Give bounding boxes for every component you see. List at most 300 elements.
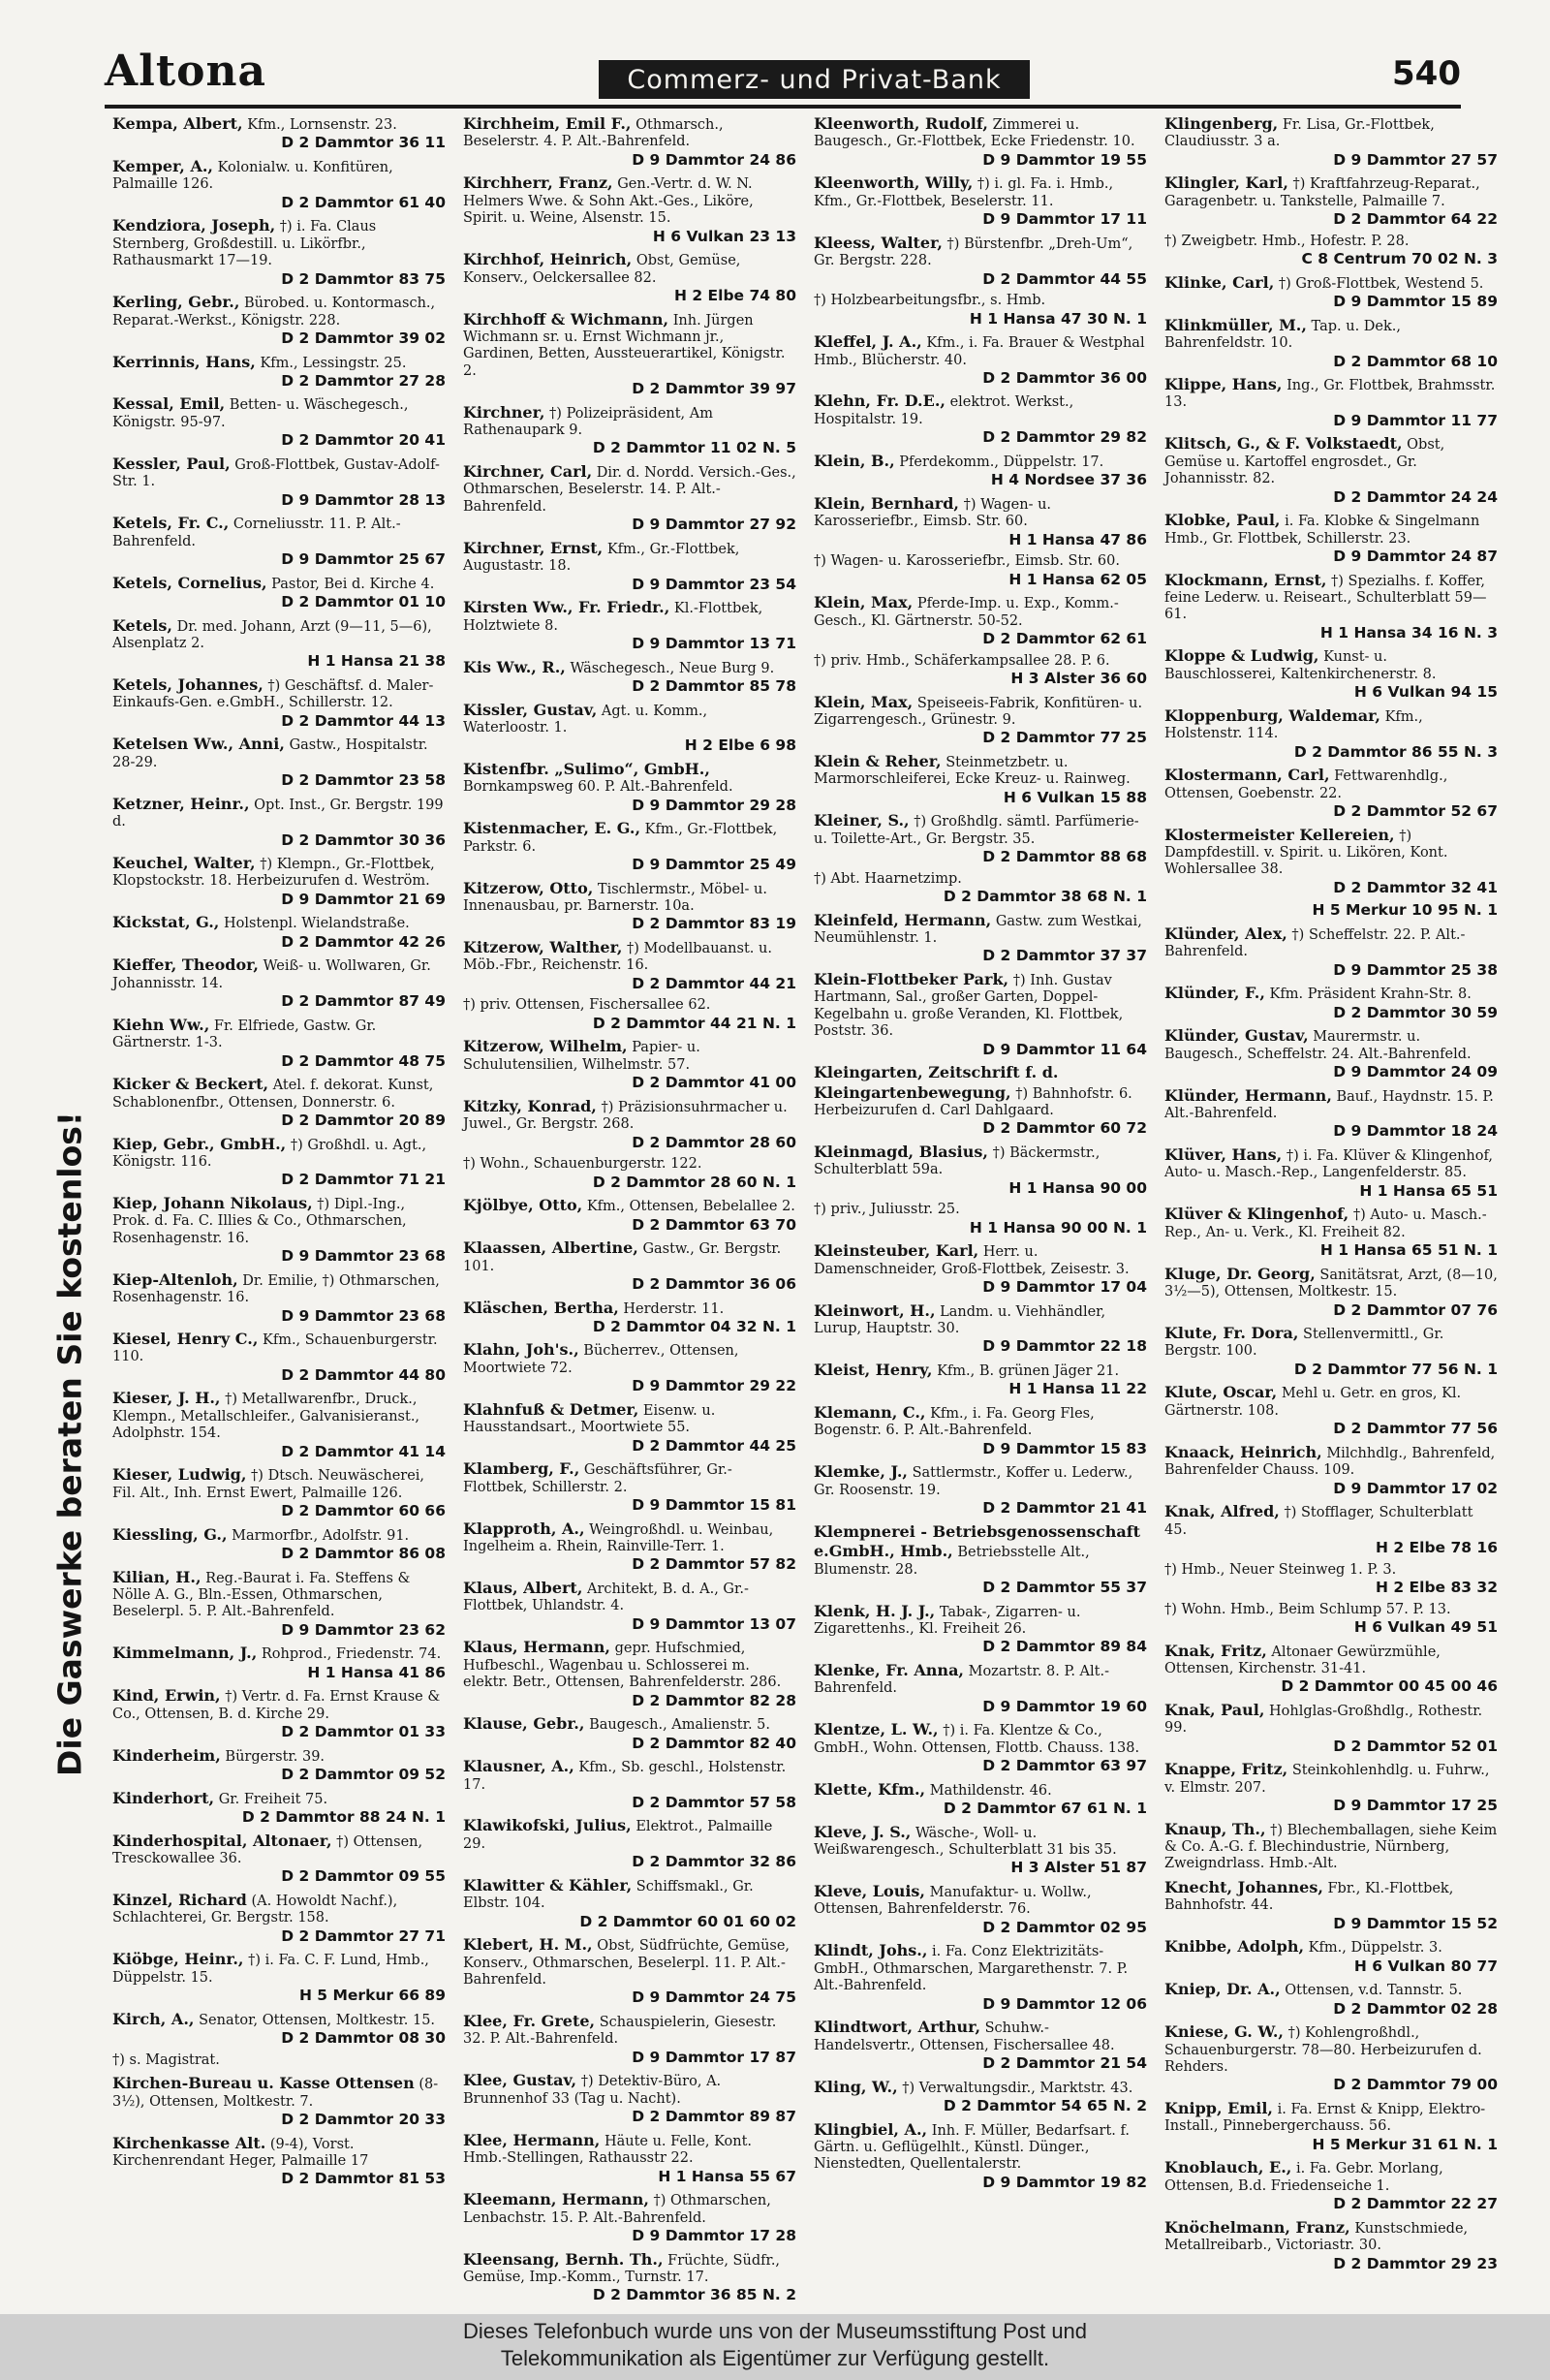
entry-phone: D 2 Dammtor 01 10 bbox=[281, 593, 446, 611]
entry-phone: H 1 Hansa 65 51 bbox=[1359, 1181, 1498, 1200]
entry-name: Klüver & Klingenhof, bbox=[1164, 1205, 1349, 1224]
entry-phone: D 2 Dammtor 09 52 bbox=[281, 1766, 446, 1784]
entry-phone: D 9 Dammtor 17 25 bbox=[1333, 1797, 1498, 1815]
entry-phone: D 2 Dammtor 01 33 bbox=[281, 1723, 446, 1741]
entry-details: Tischlermstr., Möbel- u. Innenausbau, pr. Barnerstr. 10a. bbox=[463, 881, 767, 915]
entry-details: Kfm., i. Fa. Brauer & Westphal Hmb., Blücherstr. 40. bbox=[814, 335, 1145, 368]
entry-phone: D 9 Dammtor 23 54 bbox=[632, 575, 796, 593]
entry-phone: H 6 Vulkan 15 88 bbox=[1003, 788, 1147, 806]
entry-phone: D 2 Dammtor 32 86 bbox=[632, 1853, 796, 1871]
listing-entry bbox=[814, 1143, 1147, 1197]
entry-details: Wäschegesch., Neue Burg 9. bbox=[570, 660, 775, 676]
entry-phone: D 2 Dammtor 89 84 bbox=[982, 1638, 1147, 1656]
entry-phone: H 1 Hansa 90 00 N. 1 bbox=[969, 1218, 1147, 1237]
entry-details: Senator, Ottensen, Moltkestr. 15. bbox=[199, 2012, 436, 2028]
entry-name: Knoblauch, E., bbox=[1164, 2158, 1292, 2177]
listing-entry bbox=[463, 1638, 796, 1709]
listing-entry bbox=[1164, 1701, 1498, 1755]
entry-phone: D 9 Dammtor 17 04 bbox=[982, 1278, 1147, 1297]
entry-phone: D 9 Dammtor 17 02 bbox=[1333, 1479, 1498, 1497]
entry-details: Gen.-Vertr. d. W. N. Helmers Wwe. & Sohn Akt.-Ges., Liköre, Spirit. u. Weine, Alsenstr. 15. bbox=[463, 176, 754, 227]
entry-name: Klausner, A., bbox=[463, 1757, 574, 1776]
entry-phone: D 2 Dammtor 77 56 bbox=[1333, 1420, 1498, 1438]
entry-details: †) Modellbauanst. u. Möb.-Fbr., Reichenstr. 16. bbox=[463, 941, 772, 974]
listing-entry bbox=[463, 1579, 796, 1633]
entry-name: Klawitter & Kähler, bbox=[463, 1875, 633, 1895]
entry-name: Klobke, Paul, bbox=[1164, 511, 1281, 530]
listing-entry bbox=[463, 1876, 796, 1930]
entry-phone: D 2 Dammtor 28 60 bbox=[632, 1133, 796, 1151]
listing-entry bbox=[463, 250, 796, 304]
entry-name: Kinzel, Richard bbox=[112, 1891, 247, 1910]
entry-details: Obst, Gemüse, Konserv., Oelckersallee 82. bbox=[463, 253, 741, 286]
entry-name: Kessal, Emil, bbox=[112, 394, 226, 414]
entry-details: Häute u. Felle, Kont. Hmb.-Stellingen, Rathausstr 22. bbox=[463, 2133, 753, 2167]
entry-phone: D 2 Dammtor 29 23 bbox=[1333, 2254, 1498, 2272]
listing-entry bbox=[463, 1714, 796, 1752]
entry-details: Kfm., Gr.-Flottbek, Augustastr. 18. bbox=[463, 541, 740, 575]
listing-column-1 bbox=[112, 114, 446, 2217]
entry-details: †) Zweigbetr. Hmb., Hofestr. P. 28. bbox=[1164, 233, 1410, 249]
entry-details: Milchhdlg., Bahrenfeld, Bahrenfelder Chauss. 109. bbox=[1164, 1445, 1496, 1479]
entry-details: Bornkampsweg 60. P. Alt.-Bahrenfeld. bbox=[463, 779, 733, 796]
listing-entry bbox=[814, 114, 1147, 169]
entry-name: Kleist, Henry, bbox=[814, 1361, 933, 1380]
entry-name: Ketzner, Heinr., bbox=[112, 794, 250, 813]
entry-details: Manufaktur- u. Wollw., Ottensen, Bahrenfelderstr. 76. bbox=[814, 1885, 1092, 1918]
entry-phone: H 6 Vulkan 49 51 bbox=[1353, 1617, 1498, 1636]
entry-phone: D 2 Dammtor 52 67 bbox=[1333, 801, 1498, 820]
entry-details: Ottensen, v.d. Tannstr. 5. bbox=[1285, 1983, 1463, 1999]
entry-phone: D 9 Dammtor 24 09 bbox=[1333, 1063, 1498, 1080]
entry-name: Kiep-Altenloh, bbox=[112, 1269, 238, 1289]
entry-details: †) priv. Hmb., Schäferkampsallee 28. P. 6. bbox=[814, 652, 1110, 669]
listing-entry bbox=[463, 1816, 796, 1870]
listing-entry bbox=[1164, 1980, 1498, 2018]
listing-entry bbox=[1164, 571, 1498, 642]
entry-phone: H 2 Elbe 74 80 bbox=[674, 286, 796, 304]
entry-details: Papier- u. Schulutensilien, Wilhelmstr. 57. bbox=[463, 1040, 700, 1073]
entry-name: Klempnerei - Betriebsgenossenschaft e.GmbH., Hmb., bbox=[814, 1521, 1141, 1561]
listing-entry bbox=[1164, 924, 1498, 979]
entry-details: Elektrot., Palmaille 29. bbox=[463, 1819, 773, 1852]
listing-entry bbox=[814, 811, 1147, 865]
entry-name: Kitzerow, Wilhelm, bbox=[463, 1037, 628, 1056]
listing-entry bbox=[1164, 316, 1498, 370]
entry-details: †) Dtsch. Neuwäscherei, Fil. Alt., Inh. Ernst Ewert, Palmaille 126. bbox=[112, 1468, 425, 1501]
entry-name: Kinderhort, bbox=[112, 1788, 215, 1807]
entry-phone: D 2 Dammtor 83 75 bbox=[281, 269, 446, 288]
entry-details: Kfm., B. grünen Jäger 21. bbox=[937, 1363, 1120, 1380]
listing-entry bbox=[463, 760, 796, 814]
entry-phone: H 4 Nordsee 37 36 bbox=[990, 471, 1147, 489]
entry-details: i. Fa. Gebr. Morlang, Ottensen, B.d. Friedenseiche 1. bbox=[1164, 2161, 1443, 2194]
entry-phone: D 2 Dammtor 44 25 bbox=[632, 1436, 796, 1455]
listing-column-4 bbox=[1164, 114, 1498, 2272]
entry-details: †) Wohn., Schauenburgerstr. 122. bbox=[463, 1156, 702, 1173]
entry-details: Eisenw. u. Hausstandsart., Moortwiete 55. bbox=[463, 1402, 716, 1436]
entry-details: †) Blechemballagen, siehe Keim & Co. A.-G. f. Blechindustrie, Nürnberg, Zweigndrlass. Hmb.-Alt. bbox=[1164, 1822, 1498, 1872]
entry-name: Klingler, Karl, bbox=[1164, 173, 1288, 193]
listing-entry bbox=[814, 173, 1147, 228]
entry-name: Kinderhospital, Altonaer, bbox=[112, 1831, 332, 1850]
listing-entry bbox=[1164, 1642, 1498, 1696]
entry-phone: D 9 Dammtor 25 38 bbox=[1333, 960, 1498, 979]
entry-name: Kiöbge, Heinr., bbox=[112, 1950, 244, 1969]
entry-name: Kirchenkasse Alt. bbox=[112, 2133, 266, 2152]
entry-phone: H 1 Hansa 47 30 N. 1 bbox=[969, 309, 1147, 328]
entry-details: Hohlglas-Großhdlg., Rothestr. 99. bbox=[1164, 1703, 1483, 1737]
entry-details: †) Kraftfahrzeug-Reparat., Garagenbetr. u. Tankstelle, Palmaille 7. bbox=[1164, 176, 1480, 209]
listing-entry bbox=[112, 216, 446, 288]
entry-details: †) Auto- u. Masch.-Rep., An- u. Verk., Kl. Freiheit 82. bbox=[1164, 1207, 1487, 1240]
entry-name: Klein & Reher, bbox=[814, 751, 942, 770]
listing-entry bbox=[112, 1016, 446, 1070]
entry-phone: D 9 Dammtor 19 82 bbox=[982, 2173, 1147, 2191]
entry-name: Kitzerow, Otto, bbox=[463, 878, 594, 897]
entry-name: Kjölbye, Otto, bbox=[463, 1196, 583, 1215]
entry-details: Groß-Flottbek, Gustav-Adolf-Str. 1. bbox=[112, 456, 440, 490]
entry-phone: D 2 Dammtor 02 28 bbox=[1333, 1999, 1498, 2018]
entry-phone: D 9 Dammtor 17 87 bbox=[632, 2048, 796, 2066]
listing-entry bbox=[1164, 1026, 1498, 1080]
entry-details: †) Scheffelstr. 22. P. Alt.-Bahrenfeld. bbox=[1164, 926, 1466, 960]
entry-phone: D 9 Dammtor 28 13 bbox=[281, 490, 446, 509]
entry-name: Klawikofski, Julius, bbox=[463, 1816, 632, 1835]
entry-name: Klünder, Gustav, bbox=[1164, 1026, 1309, 1046]
listing-entry bbox=[463, 1340, 796, 1394]
entry-details: Mozartstr. 8. P. Alt.-Bahrenfeld. bbox=[814, 1663, 1109, 1697]
entry-phone: D 9 Dammtor 29 28 bbox=[632, 796, 796, 814]
entry-name: Kirch, A., bbox=[112, 2009, 195, 2028]
entry-phone: D 2 Dammtor 83 19 bbox=[632, 915, 796, 933]
entry-details: Marmorfbr., Adolfstr. 91. bbox=[232, 1527, 410, 1544]
entry-name: Klaus, Hermann, bbox=[463, 1638, 610, 1657]
entry-details: Altonaer Gewürzmühle, Ottensen, Kirchenstr. 31-41. bbox=[1164, 1644, 1441, 1676]
entry-details: †) Othmarschen, Lenbachstr. 15. P. Alt.-Bahrenfeld. bbox=[463, 2193, 771, 2226]
entry-phone: D 2 Dammtor 87 49 bbox=[281, 992, 446, 1011]
entry-name: Kendziora, Joseph, bbox=[112, 216, 276, 235]
entry-phone: D 9 Dammtor 17 11 bbox=[982, 210, 1147, 229]
entry-name: Knappe, Fritz, bbox=[1164, 1760, 1288, 1779]
listing-entry bbox=[814, 494, 1147, 548]
entry-phone: D 9 Dammtor 25 67 bbox=[281, 550, 446, 569]
entry-details: †) i. Fa. Klentze & Co., GmbH., Wohn. Ottensen, Flottb. Chauss. 138. bbox=[814, 1723, 1140, 1756]
entry-name: Kicker & Beckert, bbox=[112, 1075, 269, 1094]
entry-details: †) Bäckermstr., Schulterblatt 59a. bbox=[814, 1144, 1100, 1178]
entry-phone: D 2 Dammtor 22 27 bbox=[1333, 2195, 1498, 2213]
listing-entry bbox=[1164, 273, 1498, 311]
entry-details: Pferdekomm., Düppelstr. 17. bbox=[899, 454, 1104, 470]
entry-phone: D 2 Dammtor 48 75 bbox=[281, 1051, 446, 1070]
entry-details: Fettwarenhdlg., Ottensen, Goebenstr. 22. bbox=[1164, 768, 1448, 801]
entry-phone: D 2 Dammtor 02 95 bbox=[982, 1918, 1147, 1936]
entry-details: Speiseeis-Fabrik, Konfitüren- u. Zigarrengesch., Grünestr. 9. bbox=[814, 695, 1143, 728]
listing-entry bbox=[112, 675, 446, 730]
entry-details: i. Fa. Klobke & Singelmann Hmb., Gr. Flottbek, Schillerstr. 23. bbox=[1164, 514, 1480, 547]
entry-phone: D 2 Dammtor 71 21 bbox=[281, 1171, 446, 1189]
entry-phone: D 2 Dammtor 27 28 bbox=[281, 371, 446, 390]
entry-phone: D 9 Dammtor 22 18 bbox=[982, 1337, 1147, 1356]
entry-details: †) Wagen- u. Karosseriefbr., Eimsb. Str. 60. bbox=[814, 553, 1120, 570]
entry-phone: D 2 Dammtor 23 58 bbox=[281, 771, 446, 790]
entry-phone: D 2 Dammtor 41 00 bbox=[632, 1074, 796, 1092]
listing-entry bbox=[1164, 2218, 1498, 2272]
entry-details: †) Detektiv-Büro, A. Brunnenhof 33 (Tag u. Nacht). bbox=[463, 2074, 722, 2107]
entry-name: Kirchheim, Emil F., bbox=[463, 114, 632, 133]
entry-details: †) Vertr. d. Fa. Ernst Krause & Co., Ottensen, B. d. Kirche 29. bbox=[112, 1689, 441, 1722]
entry-name: Knaack, Heinrich, bbox=[1164, 1442, 1322, 1461]
entry-name: Kleinsteuber, Karl, bbox=[814, 1241, 979, 1261]
listing-entry bbox=[112, 394, 446, 449]
entry-phone: D 2 Dammtor 30 36 bbox=[281, 830, 446, 849]
sidebar-advert: Die Gaswerke beraten Sie kostenlos! bbox=[50, 1112, 89, 1776]
listing-entry bbox=[1164, 1562, 1498, 1597]
listing-entry bbox=[1164, 2022, 1498, 2094]
entry-phone: H 1 Hansa 41 86 bbox=[307, 1663, 446, 1681]
listing-entry bbox=[1164, 2099, 1498, 2153]
entry-name: Klinke, Carl, bbox=[1164, 272, 1275, 292]
listing-entry bbox=[463, 701, 796, 755]
entry-details: †) Großhdl. u. Agt., Königstr. 116. bbox=[112, 1137, 427, 1170]
listing-entry bbox=[814, 911, 1147, 965]
entry-phone: D 9 Dammtor 27 92 bbox=[632, 516, 796, 534]
listing-entry bbox=[814, 593, 1147, 647]
header-rule bbox=[105, 105, 1461, 109]
listing-entry bbox=[112, 735, 446, 789]
listing-entry bbox=[463, 310, 796, 398]
listing-entry bbox=[112, 1135, 446, 1189]
listing-entry bbox=[112, 1330, 446, 1384]
entry-details: Kfm., i. Fa. Georg Fles, Bogenstr. 6. P. Alt.-Bahrenfeld. bbox=[814, 1406, 1095, 1439]
entry-phone: D 9 Dammtor 23 62 bbox=[281, 1620, 446, 1639]
entry-phone: D 2 Dammtor 27 71 bbox=[281, 1926, 446, 1945]
entry-name: Klaassen, Albertine, bbox=[463, 1238, 638, 1258]
entry-phone: D 2 Dammtor 32 41 bbox=[1333, 878, 1498, 896]
entry-details: Obst, Südfrüchte, Gemüse, Konserv., Othmarschen, Beselerpl. 11. P. Alt.-Bahrenfeld. bbox=[463, 1938, 790, 1989]
entry-details: Tap. u. Dek., Bahrenfeldstr. 10. bbox=[1164, 318, 1402, 352]
entry-phone: D 9 Dammtor 12 06 bbox=[982, 1994, 1147, 2013]
entry-phone: D 9 Dammtor 23 68 bbox=[281, 1306, 446, 1325]
listing-entry bbox=[814, 1202, 1147, 1237]
listing-column-2 bbox=[463, 114, 796, 2304]
entry-phone: D 2 Dammtor 77 25 bbox=[982, 729, 1147, 747]
entry-details: Betten- u. Wäschegesch., Königstr. 95-97. bbox=[112, 397, 409, 430]
entry-details: Schiffsmakl., Gr. Elbstr. 104. bbox=[463, 1878, 754, 1912]
entry-name: Kiep, Johann Nikolaus, bbox=[112, 1193, 313, 1212]
listing-entry bbox=[1164, 984, 1498, 1021]
entry-phone: D 2 Dammtor 36 00 bbox=[982, 368, 1147, 387]
entry-name: Kleinfeld, Hermann, bbox=[814, 910, 992, 929]
entry-phone: D 2 Dammtor 11 02 N. 5 bbox=[592, 439, 796, 457]
entry-phone: H 1 Hansa 47 86 bbox=[1008, 530, 1147, 548]
listing-entry bbox=[1164, 706, 1498, 761]
entry-details: Geschäftsführer, Gr.-Flottbek, Schillerstr. 2. bbox=[463, 1462, 732, 1495]
entry-name: Klingenberg, bbox=[1164, 114, 1279, 133]
entry-phone: D 9 Dammtor 24 87 bbox=[1333, 548, 1498, 566]
bank-banner: Commerz- und Privat-Bank bbox=[599, 60, 1030, 99]
entry-name: Kempa, Albert, bbox=[112, 114, 243, 133]
entry-phone: D 2 Dammtor 20 41 bbox=[281, 431, 446, 450]
entry-phone: H 3 Alster 36 60 bbox=[1010, 669, 1147, 687]
entry-phone: D 2 Dammtor 07 76 bbox=[1333, 1300, 1498, 1319]
listing-entry bbox=[463, 114, 796, 169]
listing-entry bbox=[814, 653, 1147, 688]
entry-name: Klemke, J., bbox=[814, 1462, 908, 1482]
entry-phone: D 2 Dammtor 64 22 bbox=[1333, 210, 1498, 229]
entry-details: †) Geschäftsf. d. Maler-Einkaufs-Gen. e.GmbH., Schillerstr. 12. bbox=[112, 677, 434, 711]
listing-entry bbox=[814, 553, 1147, 588]
entry-name: Klentze, L. W., bbox=[814, 1720, 939, 1739]
entry-name: Knipp, Emil, bbox=[1164, 2098, 1273, 2117]
entry-details: Reg.-Baurat i. Fa. Steffens & Nölle A. G., Bln.-Essen, Othmarschen, Beselerpl. 5. P. Alt.-Bahrenfeld. bbox=[112, 1570, 411, 1620]
entry-phone: D 2 Dammtor 44 55 bbox=[982, 269, 1147, 288]
entry-phone: D 2 Dammtor 86 08 bbox=[281, 1545, 446, 1562]
listing-entry bbox=[463, 2131, 796, 2185]
entry-phone: D 9 Dammtor 27 57 bbox=[1333, 150, 1498, 169]
entry-phone: D 2 Dammtor 57 58 bbox=[632, 1793, 796, 1811]
listing-entry bbox=[112, 1746, 446, 1784]
entry-phone: D 2 Dammtor 29 82 bbox=[982, 428, 1147, 447]
entry-details: †) Wohn. Hmb., Beim Schlump 57. P. 13. bbox=[1164, 1601, 1451, 1617]
entry-name: Kloppenburg, Waldemar, bbox=[1164, 705, 1380, 725]
entry-name: Klünder, Alex, bbox=[1164, 924, 1287, 943]
entry-name: Knak, Paul, bbox=[1164, 1700, 1265, 1719]
entry-phone: D 2 Dammtor 24 24 bbox=[1333, 487, 1498, 506]
entry-details: Kfm., Düppelstr. 3. bbox=[1308, 1940, 1442, 1957]
entry-phone: D 2 Dammtor 60 66 bbox=[281, 1502, 446, 1520]
entry-name: Keuchel, Walter, bbox=[112, 854, 256, 873]
entry-phone: D 2 Dammtor 44 21 bbox=[632, 974, 796, 992]
entry-details: †) i. gl. Fa. i. Hmb., Kfm., Gr.-Flottbek, Beselerstr. 11. bbox=[814, 176, 1114, 209]
entry-name: Klahnfuß & Detmer, bbox=[463, 1399, 639, 1419]
entry-name: Klein, Bernhard, bbox=[814, 493, 959, 513]
entry-name: Kiehn Ww., bbox=[112, 1015, 210, 1034]
entry-phone: D 2 Dammtor 89 87 bbox=[632, 2108, 796, 2126]
entry-name: Klingbiel, A., bbox=[814, 2119, 928, 2139]
entry-phone: D 9 Dammtor 19 60 bbox=[982, 1697, 1147, 1715]
entry-phone: H 5 Merkur 31 61 N. 1 bbox=[1312, 2135, 1498, 2153]
listing-entry bbox=[1164, 375, 1498, 429]
listing-entry bbox=[112, 293, 446, 347]
entry-name: Kistenfbr. „Sulimo“, GmbH., bbox=[463, 759, 710, 778]
entry-name: Kleve, Louis, bbox=[814, 1882, 925, 1901]
entry-details: †) i. Fa. Claus Sternberg, Großdestill. u. Likörfbr., Rathausmarkt 17—19. bbox=[112, 219, 377, 269]
entry-phone: D 2 Dammtor 08 30 bbox=[281, 2029, 446, 2048]
entry-details: Gastw., Hospitalstr. 28-29. bbox=[112, 737, 428, 770]
listing-entry bbox=[112, 353, 446, 391]
entry-name: Ketels, Fr. C., bbox=[112, 514, 230, 533]
entry-phone: D 2 Dammtor 52 01 bbox=[1333, 1737, 1498, 1755]
entry-details: †) priv. Ottensen, Fischersallee 62. bbox=[463, 997, 711, 1014]
entry-details: Fbr., Kl.-Flottbek, Bahnhofstr. 44. bbox=[1164, 1880, 1454, 1914]
entry-details: Weingroßhdl. u. Weinbau, Ingelheim a. Rhein, Rainville-Terr. 1. bbox=[463, 1521, 774, 1554]
entry-name: Kirchhof, Heinrich, bbox=[463, 250, 633, 269]
entry-details: Dr. Emilie, †) Othmarschen, Rosenhagenstr. 16. bbox=[112, 1272, 440, 1306]
listing-entry bbox=[112, 114, 446, 152]
listing-entry bbox=[112, 2010, 446, 2048]
entry-details: Sattlermstr., Koffer u. Lederw., Gr. Roosenstr. 19. bbox=[814, 1465, 1133, 1498]
entry-details: †) Dipl.-Ing., Prok. d. Fa. C. Illies & Co., Othmarschen, Rosenhagenstr. 16. bbox=[112, 1196, 407, 1246]
listing-entry bbox=[112, 157, 446, 211]
entry-name: Kluge, Dr. Georg, bbox=[1164, 1264, 1316, 1283]
entry-name: Kleenworth, Rudolf, bbox=[814, 114, 988, 133]
listing-entry bbox=[1164, 1086, 1498, 1141]
entry-details: Othmarsch., Beselerstr. 4. P. Alt.-Bahrenfeld. bbox=[463, 117, 724, 150]
entry-details: Kfm., Holstenstr. 114. bbox=[1164, 708, 1423, 742]
entry-name: Kitzerow, Walther, bbox=[463, 938, 623, 957]
entry-details: Herderstr. 11. bbox=[623, 1300, 725, 1317]
entry-name: Klute, Oscar, bbox=[1164, 1383, 1278, 1402]
entry-details: Atel. f. dekorat. Kunst, Schablonenfbr., Ottensen, Donnerstr. 6. bbox=[112, 1078, 434, 1111]
entry-name: Klein, B., bbox=[814, 451, 895, 470]
entry-name: Kleensang, Bernh. Th., bbox=[463, 2249, 664, 2269]
entry-name: Kniese, G. W., bbox=[1164, 2022, 1284, 2042]
entry-phone: D 2 Dammtor 20 89 bbox=[281, 1111, 446, 1129]
entry-name: Kiep, Gebr., GmbH., bbox=[112, 1134, 287, 1153]
footer-line-2: Telekommunikation als Eigentümer zur Verfügung gestellt. bbox=[500, 2346, 1050, 2370]
entry-name: Klaus, Albert, bbox=[463, 1578, 583, 1597]
entry-details: Kl.-Flottbek, Holztwiete 8. bbox=[463, 601, 763, 634]
entry-details: (9-4), Vorst. Kirchenrendant Heger, Palmaille 17 bbox=[112, 2136, 369, 2169]
entry-phone: H 5 Merkur 10 95 N. 1 bbox=[1312, 901, 1498, 920]
entry-phone: D 9 Dammtor 13 07 bbox=[632, 1614, 796, 1633]
entry-phone: H 5 Merkur 66 89 bbox=[298, 1987, 446, 2005]
entry-name: Klause, Gebr., bbox=[463, 1714, 585, 1734]
entry-details: †) Präzisionsuhrmacher u. Juwel., Gr. Bergstr. 268. bbox=[463, 1099, 788, 1133]
entry-details: Dr. med. Johann, Arzt (9—11, 5—6), Alsenplatz 2. bbox=[112, 618, 432, 651]
entry-phone: D 2 Dammtor 41 14 bbox=[281, 1442, 446, 1460]
entry-phone: H 2 Elbe 6 98 bbox=[684, 736, 796, 755]
entry-phone: D 9 Dammtor 15 83 bbox=[982, 1439, 1147, 1457]
listing-entry bbox=[814, 1882, 1147, 1936]
page-header bbox=[105, 37, 1461, 105]
listing-entry bbox=[1164, 1760, 1498, 1814]
entry-phone: D 2 Dammtor 36 11 bbox=[281, 134, 446, 152]
entry-details: Dir. d. Nordd. Versich.-Ges., Othmarschen, Beselerstr. 14. P. Alt.-Bahrenfeld. bbox=[463, 465, 796, 515]
listing-entry bbox=[112, 854, 446, 908]
entry-phone: D 2 Dammtor 60 72 bbox=[982, 1119, 1147, 1138]
listing-entry bbox=[1164, 1878, 1498, 1932]
listing-entry bbox=[1164, 2158, 1498, 2212]
entry-name: Kirchner, Carl, bbox=[463, 462, 593, 482]
entry-name: Kilian, H., bbox=[112, 1567, 202, 1586]
entry-details: †) s. Magistrat. bbox=[112, 2051, 220, 2068]
entry-details: †) Groß-Flottbek, Westend 5. bbox=[1278, 275, 1484, 292]
listing-entry bbox=[814, 1720, 1147, 1774]
listing-entry bbox=[814, 1361, 1147, 1398]
entry-details: Mehl u. Getr. en gros, Kl. Gärtnerstr. 108. bbox=[1164, 1386, 1462, 1419]
entry-details: i. Fa. Ernst & Knipp, Elektro-Install., Pinnebergerchauss. 56. bbox=[1164, 2101, 1486, 2135]
entry-name: Kirchner, bbox=[463, 402, 545, 422]
entry-name: Kleinwort, H., bbox=[814, 1300, 936, 1320]
entry-name: Kieser, Ludwig, bbox=[112, 1465, 247, 1485]
entry-phone: D 2 Dammtor 55 37 bbox=[982, 1578, 1147, 1596]
entry-phone: D 9 Dammtor 24 75 bbox=[632, 1989, 796, 2007]
entry-details: Mathildenstr. 46. bbox=[929, 1782, 1052, 1799]
entry-name: Kleinmagd, Blasius, bbox=[814, 1142, 988, 1161]
entry-name: Klee, Hermann, bbox=[463, 2130, 601, 2149]
entry-details: Corneliusstr. 11. P. Alt.-Bahrenfeld. bbox=[112, 517, 401, 549]
entry-details: †) Abt. Haarnetzimp. bbox=[814, 870, 962, 887]
listing-entry bbox=[1164, 173, 1498, 228]
entry-phone: D 2 Dammtor 67 61 N. 1 bbox=[943, 1800, 1147, 1818]
entry-details: Kfm., Ottensen, Bebelallee 2. bbox=[586, 1199, 795, 1215]
listing-entry bbox=[1164, 1602, 1498, 1637]
entry-phone: D 2 Dammtor 77 56 N. 1 bbox=[1293, 1360, 1498, 1378]
entry-phone: D 2 Dammtor 30 59 bbox=[1333, 1003, 1498, 1021]
listing-entry bbox=[112, 955, 446, 1010]
